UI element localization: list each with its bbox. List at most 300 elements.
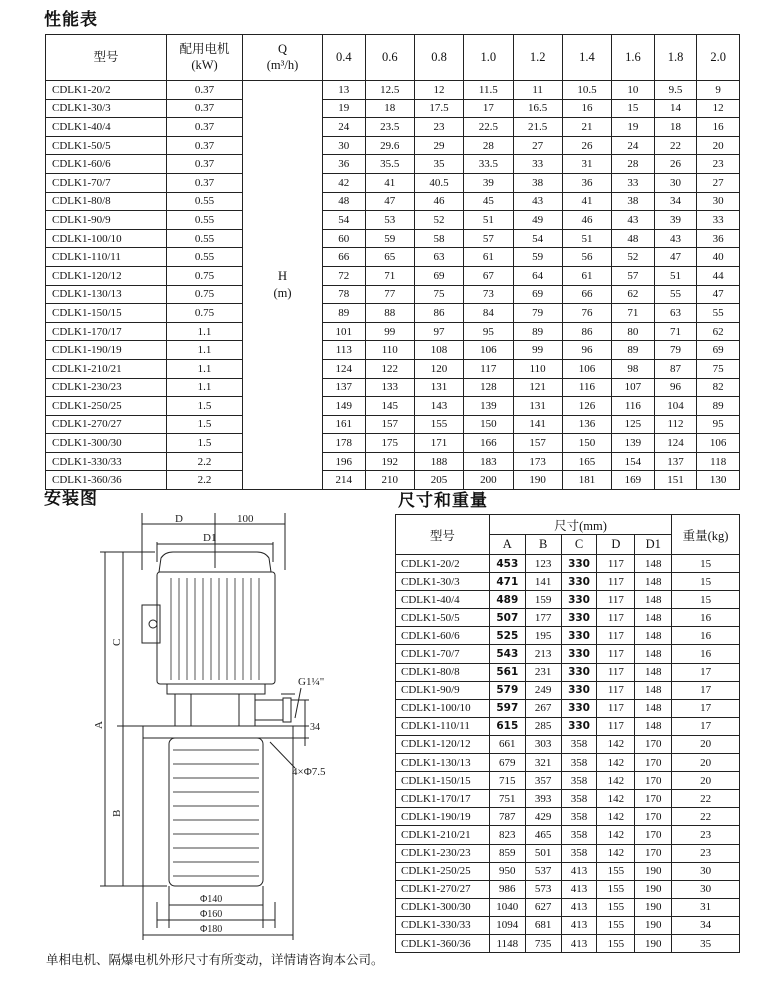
- dim-b-cell: 627: [525, 898, 561, 916]
- head-value-cell: 51: [562, 229, 611, 248]
- table-row: [46, 136, 740, 155]
- header-flow-value: 0.6: [365, 35, 414, 81]
- weight-cell: 17: [672, 663, 740, 681]
- dim-a-cell: 715: [489, 772, 525, 790]
- model-cell: CDLK1-360/36: [396, 934, 490, 952]
- header-flow-value: 1.0: [464, 35, 513, 81]
- weight-cell: 23: [672, 826, 740, 844]
- dim-d-cell: 155: [597, 880, 635, 898]
- head-value-cell: 33: [612, 173, 655, 192]
- dim-d1-cell: 148: [635, 591, 672, 609]
- head-value-cell: 141: [513, 415, 562, 434]
- dim-b-cell: 123: [525, 555, 561, 573]
- dim-d1-cell: 170: [635, 826, 672, 844]
- dim-c-cell: 330: [561, 699, 597, 717]
- head-value-cell: 200: [464, 471, 513, 490]
- head-value-cell: 36: [697, 229, 740, 248]
- dim-label-holes: 4×Φ7.5: [292, 766, 326, 778]
- dim-c-cell: 413: [561, 898, 597, 916]
- table-row: [46, 415, 740, 434]
- head-value-cell: 96: [654, 378, 697, 397]
- header-model: 型号: [46, 35, 167, 81]
- dim-label-34: 34: [310, 722, 320, 733]
- head-value-cell: 183: [464, 452, 513, 471]
- head-value-cell: 53: [365, 211, 414, 230]
- model-cell: CDLK1-210/21: [396, 826, 490, 844]
- head-value-cell: 33: [513, 155, 562, 174]
- head-value-cell: 166: [464, 434, 513, 453]
- power-cell: 1.1: [167, 378, 243, 397]
- head-value-cell: 192: [365, 452, 414, 471]
- dim-c-cell: 358: [561, 826, 597, 844]
- head-value-cell: 55: [654, 285, 697, 304]
- head-value-cell: 190: [513, 471, 562, 490]
- weight-cell: 30: [672, 862, 740, 880]
- head-value-cell: 21.5: [513, 118, 562, 137]
- table-row: [396, 717, 740, 735]
- dim-a-cell: 1148: [489, 934, 525, 952]
- dim-d-cell: 142: [597, 826, 635, 844]
- dim-subheader-c: C: [561, 535, 597, 555]
- dim-a-cell: 787: [489, 808, 525, 826]
- model-cell: CDLK1-190/19: [46, 341, 167, 360]
- power-cell: 0.75: [167, 266, 243, 285]
- head-value-cell: 120: [414, 359, 463, 378]
- head-value-cell: 137: [654, 452, 697, 471]
- dim-c-cell: 358: [561, 808, 597, 826]
- dim-b-cell: 429: [525, 808, 561, 826]
- dim-d-cell: 155: [597, 862, 635, 880]
- head-value-cell: 36: [323, 155, 366, 174]
- head-value-cell: 51: [464, 211, 513, 230]
- head-value-cell: 46: [414, 192, 463, 211]
- head-value-cell: 95: [697, 415, 740, 434]
- head-value-cell: 173: [513, 452, 562, 471]
- model-cell: CDLK1-250/25: [46, 397, 167, 416]
- head-value-cell: 47: [697, 285, 740, 304]
- head-value-cell: 143: [414, 397, 463, 416]
- head-value-cell: 150: [562, 434, 611, 453]
- weight-cell: 15: [672, 591, 740, 609]
- dim-c-cell: 358: [561, 735, 597, 753]
- table-row: [396, 898, 740, 916]
- power-cell: 0.55: [167, 192, 243, 211]
- head-value-cell: 89: [513, 322, 562, 341]
- dim-a-cell: 489: [489, 591, 525, 609]
- head-value-cell: 19: [612, 118, 655, 137]
- model-cell: CDLK1-120/12: [46, 266, 167, 285]
- head-value-cell: 104: [654, 397, 697, 416]
- power-cell: 1.1: [167, 322, 243, 341]
- header-flow-value: 1.2: [513, 35, 562, 81]
- head-value-cell: 133: [365, 378, 414, 397]
- weight-cell: 22: [672, 790, 740, 808]
- head-value-cell: 57: [464, 229, 513, 248]
- head-value-cell: 36: [562, 173, 611, 192]
- head-value-cell: 75: [697, 359, 740, 378]
- head-value-cell: 86: [414, 304, 463, 323]
- dim-b-cell: 141: [525, 573, 561, 591]
- model-cell: CDLK1-70/7: [46, 173, 167, 192]
- dim-b-cell: 393: [525, 790, 561, 808]
- head-value-cell: 214: [323, 471, 366, 490]
- dim-d-cell: 117: [597, 573, 635, 591]
- head-value-cell: 69: [697, 341, 740, 360]
- dim-d-cell: 155: [597, 916, 635, 934]
- head-value-cell: 121: [513, 378, 562, 397]
- head-value-cell: 67: [464, 266, 513, 285]
- head-value-cell: 118: [697, 452, 740, 471]
- installation-title: 安装图: [44, 489, 98, 509]
- table-row: [396, 844, 740, 862]
- dim-d1-cell: 170: [635, 808, 672, 826]
- dim-a-cell: 950: [489, 862, 525, 880]
- head-value-cell: 84: [464, 304, 513, 323]
- dim-label-100: 100: [237, 513, 254, 525]
- head-value-cell: 29.6: [365, 136, 414, 155]
- head-value-cell: 42: [323, 173, 366, 192]
- table-row: [46, 471, 740, 490]
- weight-cell: 20: [672, 772, 740, 790]
- model-cell: CDLK1-230/23: [46, 378, 167, 397]
- dim-a-cell: 1040: [489, 898, 525, 916]
- dim-c-cell: 358: [561, 790, 597, 808]
- head-value-cell: 178: [323, 434, 366, 453]
- dim-c-cell: 330: [561, 717, 597, 735]
- dim-d1-cell: 170: [635, 735, 672, 753]
- head-value-cell: 131: [513, 397, 562, 416]
- dim-c-cell: 413: [561, 862, 597, 880]
- head-value-cell: 161: [323, 415, 366, 434]
- dim-label-a: A: [93, 721, 105, 729]
- model-cell: CDLK1-230/23: [396, 844, 490, 862]
- head-value-cell: 27: [697, 173, 740, 192]
- dim-header-size: 尺寸(mm): [489, 515, 671, 535]
- dim-c-cell: 330: [561, 645, 597, 663]
- head-value-cell: 99: [365, 322, 414, 341]
- head-value-cell: 26: [654, 155, 697, 174]
- head-value-cell: 71: [612, 304, 655, 323]
- dim-b-cell: 501: [525, 844, 561, 862]
- dim-d1-cell: 170: [635, 844, 672, 862]
- power-cell: 1.5: [167, 434, 243, 453]
- table-row: [396, 826, 740, 844]
- dim-a-cell: 823: [489, 826, 525, 844]
- head-value-cell: 21: [562, 118, 611, 137]
- dim-d1-cell: 190: [635, 916, 672, 934]
- head-value-cell: 34: [654, 192, 697, 211]
- head-label: H: [277, 269, 288, 284]
- table-row: [396, 573, 740, 591]
- head-value-cell: 99: [513, 341, 562, 360]
- head-value-cell: 86: [562, 322, 611, 341]
- head-value-cell: 11: [513, 81, 562, 100]
- dim-d-cell: 155: [597, 934, 635, 952]
- head-value-cell: 82: [697, 378, 740, 397]
- head-value-cell: 72: [323, 266, 366, 285]
- dim-b-cell: 267: [525, 699, 561, 717]
- head-value-cell: 47: [365, 192, 414, 211]
- head-value-cell: 69: [414, 266, 463, 285]
- power-cell: 1.1: [167, 341, 243, 360]
- dim-header-model: 型号: [396, 515, 490, 555]
- power-cell: 0.37: [167, 173, 243, 192]
- head-value-cell: 71: [365, 266, 414, 285]
- head-value-cell: 47: [654, 248, 697, 267]
- head-value-cell: 16: [697, 118, 740, 137]
- model-cell: CDLK1-20/2: [46, 81, 167, 100]
- head-value-cell: 188: [414, 452, 463, 471]
- model-cell: CDLK1-120/12: [396, 735, 490, 753]
- model-cell: CDLK1-100/10: [396, 699, 490, 717]
- dim-c-cell: 330: [561, 591, 597, 609]
- head-value-cell: 43: [654, 229, 697, 248]
- head-value-cell: 9: [697, 81, 740, 100]
- head-value-cell: 205: [414, 471, 463, 490]
- dim-d1-cell: 190: [635, 934, 672, 952]
- head-value-cell: 38: [612, 192, 655, 211]
- weight-cell: 30: [672, 880, 740, 898]
- dim-subheader-d1: D1: [635, 535, 672, 555]
- header-flow-value: 0.4: [323, 35, 366, 81]
- head-value-cell: 61: [562, 266, 611, 285]
- model-cell: CDLK1-150/15: [396, 772, 490, 790]
- head-value-cell: 29: [414, 136, 463, 155]
- head-value-cell: 13: [323, 81, 366, 100]
- dim-d-cell: 117: [597, 609, 635, 627]
- model-cell: CDLK1-30/3: [396, 573, 490, 591]
- model-cell: CDLK1-40/4: [46, 118, 167, 137]
- head-value-cell: 23: [697, 155, 740, 174]
- power-cell: 0.75: [167, 304, 243, 323]
- head-value-cell: 139: [464, 397, 513, 416]
- dim-b-cell: 537: [525, 862, 561, 880]
- head-value-cell: 24: [323, 118, 366, 137]
- head-value-cell: 30: [654, 173, 697, 192]
- head-value-cell: 58: [414, 229, 463, 248]
- head-value-cell: 62: [697, 322, 740, 341]
- head-value-cell: 18: [654, 118, 697, 137]
- weight-cell: 17: [672, 717, 740, 735]
- power-cell: 0.37: [167, 118, 243, 137]
- head-value-cell: 136: [562, 415, 611, 434]
- dim-d1-cell: 148: [635, 681, 672, 699]
- head-value-cell: 22.5: [464, 118, 513, 137]
- head-value-cell: 26: [562, 136, 611, 155]
- table-row: [46, 341, 740, 360]
- head-value-cell: 65: [365, 248, 414, 267]
- head-value-cell: 113: [323, 341, 366, 360]
- head-value-cell: 169: [612, 471, 655, 490]
- head-value-cell: 11.5: [464, 81, 513, 100]
- head-value-cell: 122: [365, 359, 414, 378]
- table-row: [396, 627, 740, 645]
- dim-c-cell: 330: [561, 555, 597, 573]
- head-value-cell: 54: [323, 211, 366, 230]
- head-value-cell: 43: [612, 211, 655, 230]
- dim-d1-cell: 170: [635, 790, 672, 808]
- head-value-cell: 48: [323, 192, 366, 211]
- head-value-cell: 75: [414, 285, 463, 304]
- weight-cell: 16: [672, 627, 740, 645]
- dim-d1-cell: 148: [635, 663, 672, 681]
- head-value-cell: 98: [612, 359, 655, 378]
- head-value-cell: 33: [697, 211, 740, 230]
- head-value-cell: 41: [365, 173, 414, 192]
- power-cell: 2.2: [167, 471, 243, 490]
- dim-d1-cell: 190: [635, 862, 672, 880]
- model-cell: CDLK1-90/9: [396, 681, 490, 699]
- head-value-cell: 12: [697, 99, 740, 118]
- dim-b-cell: 231: [525, 663, 561, 681]
- dim-a-cell: 615: [489, 717, 525, 735]
- head-value-cell: 175: [365, 434, 414, 453]
- dimension-table: [395, 514, 740, 953]
- weight-cell: 22: [672, 808, 740, 826]
- head-value-cell: 38: [513, 173, 562, 192]
- head-value-cell: 106: [697, 434, 740, 453]
- head-value-cell: 17: [464, 99, 513, 118]
- head-value-cell: 145: [365, 397, 414, 416]
- head-value-cell: 112: [654, 415, 697, 434]
- table-row: [396, 645, 740, 663]
- head-value-cell: 66: [562, 285, 611, 304]
- head-value-cell: 97: [414, 322, 463, 341]
- head-value-cell: 78: [323, 285, 366, 304]
- head-value-cell: 41: [562, 192, 611, 211]
- model-cell: CDLK1-130/13: [46, 285, 167, 304]
- dim-d-cell: 117: [597, 591, 635, 609]
- head-value-cell: 17.5: [414, 99, 463, 118]
- table-row: [396, 754, 740, 772]
- weight-cell: 20: [672, 735, 740, 753]
- head-value-cell: 181: [562, 471, 611, 490]
- table-row: [46, 211, 740, 230]
- weight-cell: 31: [672, 898, 740, 916]
- dim-b-cell: 303: [525, 735, 561, 753]
- head-value-cell: 63: [654, 304, 697, 323]
- model-cell: CDLK1-100/10: [46, 229, 167, 248]
- table-row: [396, 934, 740, 952]
- dim-d1-cell: 148: [635, 627, 672, 645]
- dim-label-d1: D1: [203, 532, 217, 544]
- dim-a-cell: 751: [489, 790, 525, 808]
- head-value-cell: 46: [562, 211, 611, 230]
- power-cell: 0.55: [167, 248, 243, 267]
- dim-b-cell: 357: [525, 772, 561, 790]
- dim-subheader-a: A: [489, 535, 525, 555]
- dim-b-cell: 195: [525, 627, 561, 645]
- performance-table-title: 性能表: [44, 10, 98, 30]
- dim-label-thread: G1¼": [298, 676, 325, 688]
- head-value-cell: 128: [464, 378, 513, 397]
- head-value-cell: 33.5: [464, 155, 513, 174]
- head-value-cell: 116: [612, 397, 655, 416]
- model-cell: CDLK1-50/5: [46, 136, 167, 155]
- model-cell: CDLK1-70/7: [396, 645, 490, 663]
- head-value-cell: 96: [562, 341, 611, 360]
- dim-b-cell: 159: [525, 591, 561, 609]
- dim-c-cell: 413: [561, 934, 597, 952]
- weight-cell: 15: [672, 555, 740, 573]
- head-value-cell: 44: [697, 266, 740, 285]
- head-value-cell: 69: [513, 285, 562, 304]
- dim-d1-cell: 148: [635, 555, 672, 573]
- model-cell: CDLK1-300/30: [46, 434, 167, 453]
- model-cell: CDLK1-90/9: [46, 211, 167, 230]
- dim-d-cell: 142: [597, 735, 635, 753]
- head-value-cell: 89: [697, 397, 740, 416]
- dim-d1-cell: 148: [635, 699, 672, 717]
- head-value-cell: 51: [654, 266, 697, 285]
- table-row: [396, 681, 740, 699]
- head-value-cell: 52: [612, 248, 655, 267]
- header-flow: Q (m³/h): [243, 35, 323, 81]
- table-row: [396, 591, 740, 609]
- weight-cell: 16: [672, 609, 740, 627]
- dim-c-cell: 330: [561, 681, 597, 699]
- head-value-cell: 16: [562, 99, 611, 118]
- dim-a-cell: 859: [489, 844, 525, 862]
- power-cell: 1.1: [167, 359, 243, 378]
- table-row: [46, 359, 740, 378]
- power-cell: 0.55: [167, 229, 243, 248]
- head-value-cell: 48: [612, 229, 655, 248]
- head-value-cell: 12: [414, 81, 463, 100]
- head-value-cell: 71: [654, 322, 697, 341]
- head-value-cell: 80: [612, 322, 655, 341]
- model-cell: CDLK1-330/33: [46, 452, 167, 471]
- head-value-cell: 151: [654, 471, 697, 490]
- head-value-cell: 63: [414, 248, 463, 267]
- dim-subheader-d: D: [597, 535, 635, 555]
- model-cell: CDLK1-300/30: [396, 898, 490, 916]
- model-cell: CDLK1-60/6: [396, 627, 490, 645]
- head-value-cell: 125: [612, 415, 655, 434]
- dim-d-cell: 142: [597, 808, 635, 826]
- head-value-cell: 157: [513, 434, 562, 453]
- dim-d1-cell: 148: [635, 609, 672, 627]
- table-row: [46, 155, 740, 174]
- dimension-table-title: 尺寸和重量: [398, 491, 488, 511]
- dim-d-cell: 117: [597, 645, 635, 663]
- dim-d-cell: 142: [597, 844, 635, 862]
- dim-d1-cell: 190: [635, 880, 672, 898]
- model-cell: CDLK1-170/17: [396, 790, 490, 808]
- model-cell: CDLK1-190/19: [396, 808, 490, 826]
- dim-a-cell: 579: [489, 681, 525, 699]
- dim-a-cell: 471: [489, 573, 525, 591]
- table-row: [46, 173, 740, 192]
- header-flow-value: 1.6: [612, 35, 655, 81]
- table-row: [396, 880, 740, 898]
- model-cell: CDLK1-110/11: [396, 717, 490, 735]
- weight-cell: 16: [672, 645, 740, 663]
- head-value-cell: 64: [513, 266, 562, 285]
- dim-label-phi140: Φ140: [200, 894, 223, 905]
- dim-d-cell: 155: [597, 898, 635, 916]
- table-row: [46, 266, 740, 285]
- dim-d-cell: 117: [597, 627, 635, 645]
- power-cell: 0.37: [167, 136, 243, 155]
- head-value-cell: 73: [464, 285, 513, 304]
- head-value-cell: 149: [323, 397, 366, 416]
- dim-a-cell: 1094: [489, 916, 525, 934]
- dim-c-cell: 413: [561, 916, 597, 934]
- performance-table-header: [46, 35, 740, 81]
- dim-d1-cell: 148: [635, 645, 672, 663]
- dim-subheader-b: B: [525, 535, 561, 555]
